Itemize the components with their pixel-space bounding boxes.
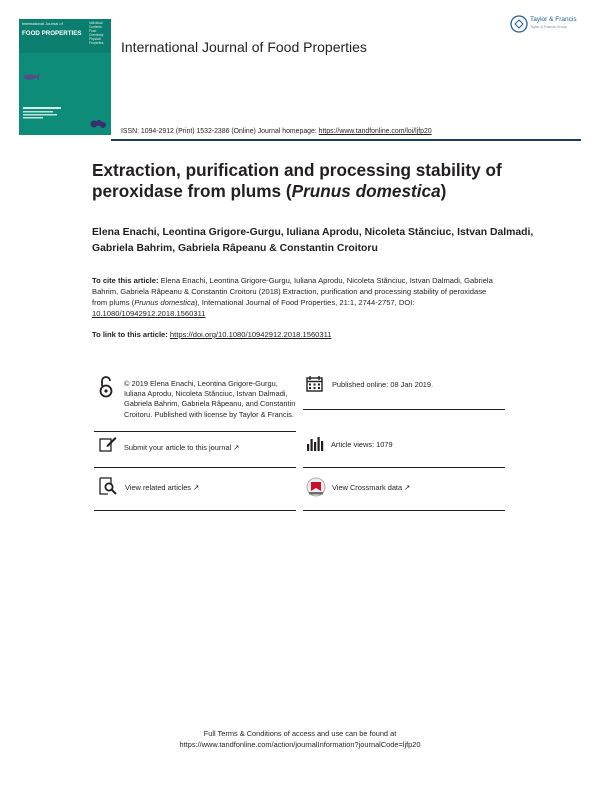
taylor-francis-logo[interactable] (510, 14, 585, 36)
journal-cover-image (19, 19, 111, 135)
view-crossmark-link[interactable]: View Crossmark data ↗ (332, 483, 411, 492)
article-views: Article views: 1079 (331, 440, 393, 449)
publisher-tagline: Taylor & Francis Group (530, 25, 567, 29)
article-doi-link[interactable]: https://doi.org/10.1080/10942912.2018.1560311 (169, 330, 332, 339)
citation-block: To cite this article: Elena Enachi, Leontina Grigore-Gurgu, Iuliana Aprodu, Nicoleta Stănciuc, Istvan Dalmadi, Gabriela Bahrim, Gabriela Râpeanu & Constantin Croitoru (2018) Extraction, purification and processing stability of peroxidase from plums (Prunus domestica), International Journal of Food Properties, 21:1, 2744-2757, DOI: 10.1080/10942912.2018.1560311 (92, 276, 493, 318)
journal-title: International Journal of Food Properties (121, 39, 367, 55)
issn-line (121, 128, 432, 135)
footer-terms (0, 728, 600, 750)
author-list: Elena Enachi, Leontina Grigore-Gurgu, Iuliana Aprodu, Nicoleta Stănciuc, Istvan Dalmadi, Gabriela Bahrim, Gabriela Râpeanu & Constantin Croitoru (92, 227, 534, 254)
calendar-icon (306, 376, 323, 392)
publisher-logo-icon (510, 15, 528, 33)
submit-article-link[interactable]: Submit your article to this journal ↗ (124, 443, 240, 452)
divider (94, 431, 296, 432)
cover-text-block (23, 107, 63, 121)
external-link-icon: ↗ (193, 483, 200, 492)
journal-homepage-link[interactable]: https://www.tandfonline.com/loi/ljfp20 (318, 128, 432, 135)
license-text: © 2019 Elena Enachi, Leontina Grigore-Gurgu, Iuliana Aprodu, Nicoleta Stănciuc, Istvan Dalmadi, Gabriela Bahrim, Gabriela Râpeanu, and Constantin Croitoru. Published with license by Taylor & Francis. (124, 379, 296, 419)
header-divider (111, 139, 581, 141)
divider (303, 467, 505, 468)
divider (303, 409, 505, 410)
divider (94, 510, 296, 511)
crossmark-icon (306, 477, 326, 497)
divider (94, 467, 296, 468)
external-link-icon: ↗ (404, 483, 411, 492)
submit-edit-icon (99, 436, 117, 452)
divider (303, 510, 505, 511)
footer-journal-info-link[interactable]: https://www.tandfonline.com/action/journalInformation?journalCode=ljfp20 (179, 740, 421, 749)
open-access-icon (98, 376, 114, 398)
cover-publisher-logo (89, 119, 107, 129)
citation-label: To cite this article: (92, 276, 161, 285)
published-online-date: Published online: 08 Jan 2019. (332, 380, 434, 389)
article-title: Extraction, purification and processing stability of peroxidase from plums (Prunus domestica) (92, 160, 502, 201)
footer-terms-text: Full Terms & Conditions of access and use can be found at (203, 729, 397, 738)
bar-chart-icon (307, 437, 325, 451)
view-related-articles-link[interactable]: View related articles ↗ (125, 483, 200, 492)
cover-subtitle: International Journal of (22, 21, 63, 26)
external-link-icon: ↗ (233, 443, 240, 452)
citation-doi-link[interactable]: 10.1080/10942912.2018.1560311 (92, 309, 206, 318)
publisher-name: Taylor & Francis (530, 16, 577, 23)
article-title-species: Prunus domestica (291, 181, 441, 201)
cover-title: FOOD PROPERTIES (22, 30, 82, 37)
article-link-line (92, 329, 522, 340)
related-articles-search-icon (99, 477, 117, 495)
issn-text: ISSN: 1094-2912 (Print) 1532-2386 (Online) Journal homepage: (121, 128, 319, 135)
cover-fish-icon (23, 73, 39, 81)
link-label: To link to this article: (92, 330, 170, 339)
cover-side-text: Individual Contents Food Chemistry Physical Properties (89, 21, 104, 45)
